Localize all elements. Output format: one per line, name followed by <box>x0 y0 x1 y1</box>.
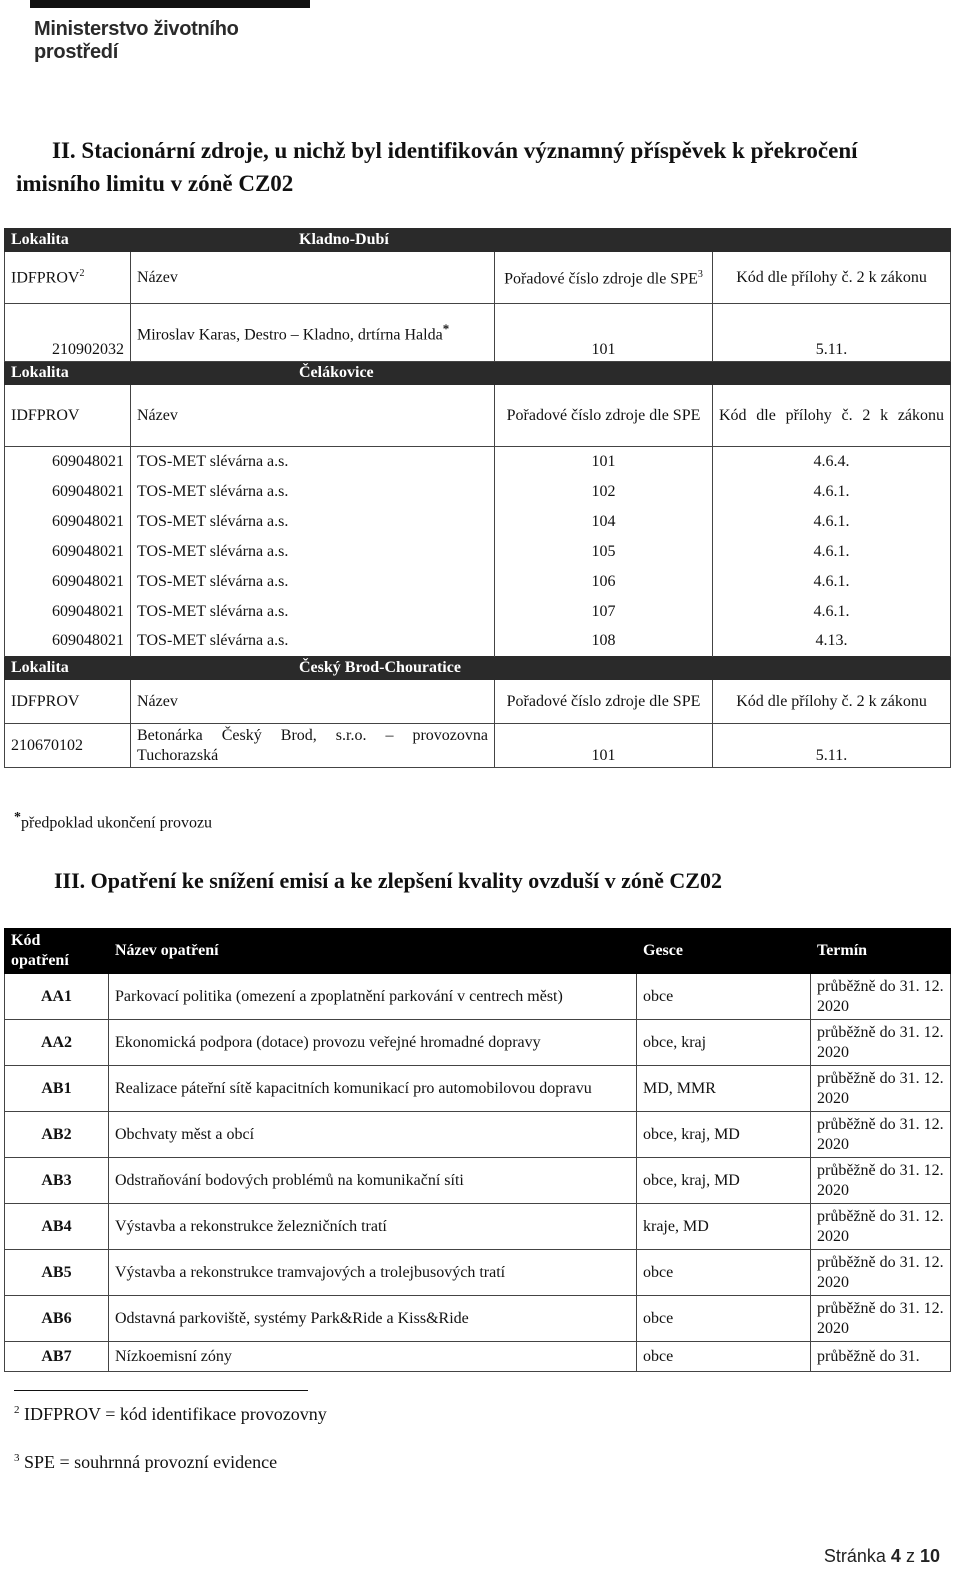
table-header-row: IDFPROV Název Pořadové číslo zdroje dle SPE Kód dle přílohy č. 2 k zákonu <box>5 680 951 724</box>
table-row: AB7 Nízkoemisní zóny obce průběžně do 31. <box>5 1342 951 1372</box>
lokalita-row: Lokalita Čelákovice <box>5 362 951 385</box>
header-term: Termín <box>811 929 951 974</box>
header-code: Kód opatření <box>5 929 109 974</box>
table-row: AA1 Parkovací politika (omezení a zpoplatnění parkování v centrech měst) obce průběžně do 31. 12. 2020 <box>5 974 951 1020</box>
table-row: AB1 Realizace páteřní sítě kapacitních komunikací pro automobilovou dopravu MD, MMR průběžně do 31. 12. 2020 <box>5 1066 951 1112</box>
logo-bar <box>30 0 310 8</box>
table-row: 609048021 TOS-MET slévárna a.s. 108 4.13. <box>5 627 951 657</box>
table-row: 609048021 TOS-MET slévárna a.s. 102 4.6.1. <box>5 477 951 507</box>
asterisk-marker: * <box>442 321 450 337</box>
lokalita-name: Kladno-Dubí <box>293 229 951 252</box>
table-row: AB5 Výstavba a rekonstrukce tramvajových a trolejbusových tratí obce průběžně do 31. 12. 2020 <box>5 1250 951 1296</box>
measures-table <box>4 928 951 1372</box>
ministry-logo <box>30 0 320 63</box>
table-row: 609048021 TOS-MET slévárna a.s. 106 4.6.1. <box>5 567 951 597</box>
table-row: 609048021 TOS-MET slévárna a.s. 101 4.6.4. <box>5 447 951 477</box>
table-header-row: IDFPROV$^2$ Název Pořadové číslo zdroje dle SPE$^3$ Kód dle přílohy č. 2 k zákonu <box>5 252 951 304</box>
table-row: AB4 Výstavba a rekonstrukce železničních tratí kraje, MD průběžně do 31. 12. 2020 <box>5 1204 951 1250</box>
section-2-title: II. Stacionární zdroje, u nichž byl identifikován významný příspěvek k překročení imisního limitu v zóně CZ02 <box>16 138 858 196</box>
lokalita-row: Lokalita Český Brod-Chouratice <box>5 657 951 680</box>
ministry-name: Ministerstvo životního prostředí <box>34 18 239 63</box>
lokalita-row <box>5 229 951 252</box>
lokalita-label: Lokalita <box>5 229 131 252</box>
section-3-title: III. Opatření ke snížení emisí a ke zlepšení kvality ovzduší v zóně CZ02 <box>54 868 722 893</box>
footnote-asterisk: *předpoklad ukončení provozu <box>14 810 213 832</box>
table-row: AB2 Obchvaty měst a obcí obce, kraj, MD průběžně do 31. 12. 2020 <box>5 1112 951 1158</box>
table-row: 609048021 TOS-MET slévárna a.s. 104 4.6.1. <box>5 507 951 537</box>
table-row: 210902032 Miroslav Karas, Destro – Kladno, drtírna Halda* 101 5.11. <box>5 304 951 362</box>
table-row: AB6 Odstavná parkoviště, systémy Park&Ride a Kiss&Ride obce průběžně do 31. 12. 2020 <box>5 1296 951 1342</box>
sources-table <box>4 228 951 768</box>
table-row: 609048021 TOS-MET slévárna a.s. 105 4.6.1. <box>5 537 951 567</box>
page-number: Stránka 4 z 10 <box>823 1546 940 1566</box>
table-row: AA2 Ekonomická podpora (dotace) provozu veřejné hromadné dopravy obce, kraj průběžně do 31. 12. 2020 <box>5 1020 951 1066</box>
table-row: 609048021 TOS-MET slévárna a.s. 107 4.6.1. <box>5 597 951 627</box>
header-gesce: Gesce <box>637 929 811 974</box>
table-header-row <box>5 929 951 974</box>
footnote-2: $^2$ IDFPROV = kód identifikace provozovny <box>14 1404 327 1424</box>
header-name: Název opatření <box>109 929 637 974</box>
table-row: 210670102 Betonárka Český Brod, s.r.o. – provozovna Tuchorazská 101 5.11. <box>5 724 951 768</box>
footnote-3: $^3$ SPE = souhrnná provozní evidence <box>14 1452 278 1472</box>
table-row: AB3 Odstraňování bodových problémů na komunikační síti obce, kraj, MD průběžně do 31. 12. 2020 <box>5 1158 951 1204</box>
table-header-row: IDFPROV Název Pořadové číslo zdroje dle SPE Kód dle přílohy č. 2 k zákonu <box>5 385 951 447</box>
footnote-separator <box>14 1390 308 1391</box>
